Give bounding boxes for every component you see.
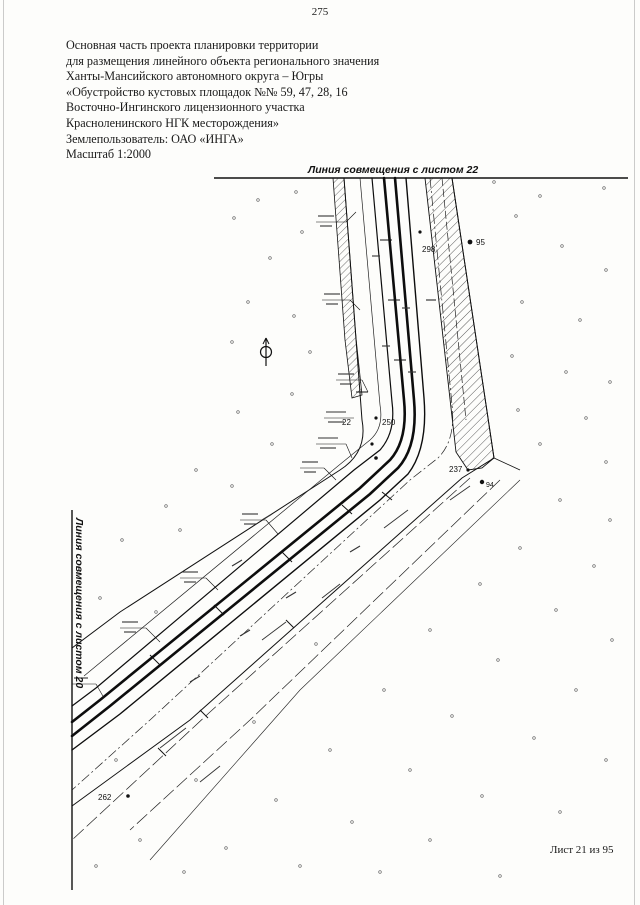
point-label-237: 237 <box>449 465 463 474</box>
header-line-7: Землепользователь: ОАО «ИНГА» <box>66 131 244 146</box>
survey-points <box>126 230 484 797</box>
point-label-250: 250 <box>382 418 396 427</box>
point-94-marker <box>480 480 484 484</box>
header-line-5: Восточно-Ингинского лицензионного участка <box>66 100 305 115</box>
point-label-262: 262 <box>98 793 112 802</box>
match-line-left-label: Линия совмещения с листом 20 <box>73 518 85 689</box>
header-line-8: Масштаб 1:2000 <box>66 147 152 162</box>
pipelines <box>72 178 425 750</box>
page-number: 275 <box>311 6 329 18</box>
header-line-4: «Обустройство кустовых площадок №№ 59, 47, 28, 16 <box>66 84 348 99</box>
point-label-94: 94 <box>486 482 494 489</box>
north-arrow-icon <box>261 338 272 366</box>
point-95-marker <box>468 240 473 245</box>
right-hatched-strip <box>425 178 494 470</box>
small-annotation-marks <box>74 216 416 682</box>
crossing-ticks <box>150 240 436 756</box>
station-callouts <box>72 212 368 698</box>
point-label-298: 298 <box>422 245 436 254</box>
header-line-1: Основная часть проекта планировки территории <box>66 38 319 52</box>
point-label-95: 95 <box>476 238 485 247</box>
match-line-top-label: Линия совмещения с листом 22 <box>308 164 479 176</box>
header-line-2: для размещения линейного объекта регионального значения <box>66 53 380 68</box>
line-labels <box>160 486 470 782</box>
ground-markers <box>95 181 614 878</box>
header-line-3: Ханты-Мансийского автономного округа – Югры <box>66 69 324 84</box>
sheet-number: Лист 21 из 95 <box>550 844 614 856</box>
header-line-6: Красноленинского НГК месторождения» <box>66 115 279 130</box>
point-label-22: 22 <box>342 418 351 427</box>
